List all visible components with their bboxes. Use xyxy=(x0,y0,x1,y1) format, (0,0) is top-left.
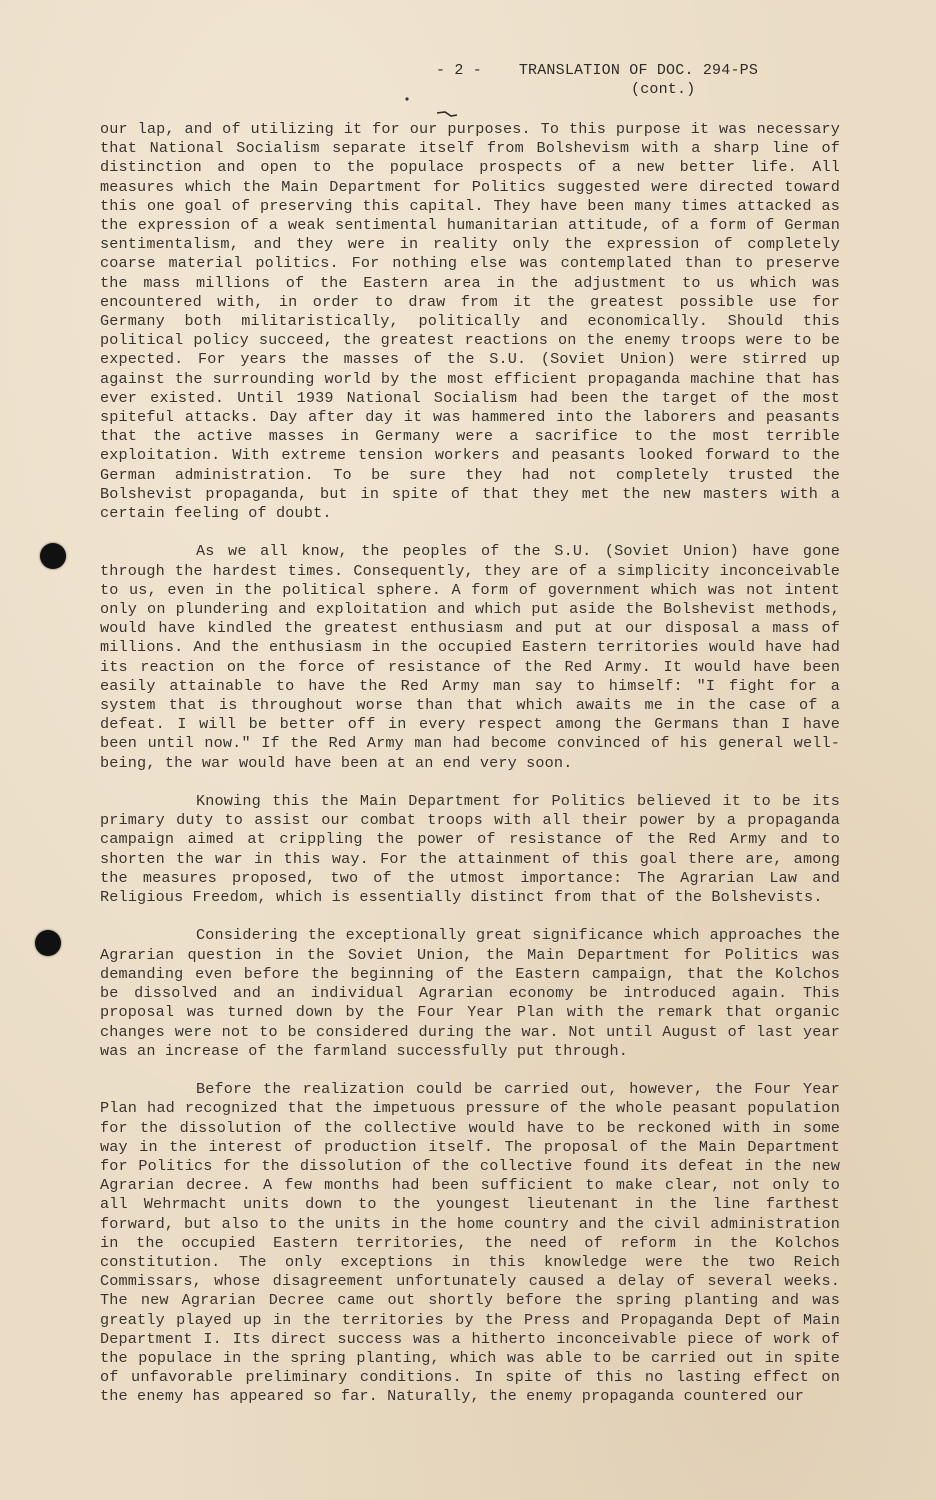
punch-hole-bottom xyxy=(35,930,61,956)
page-header xyxy=(436,62,758,98)
paragraph-3: Knowing this the Main Department for Politics believed it to be its primary duty to assist our combat troops with all their power by a propaganda campaign aimed at crippling the power of resistance of the Red Army and to shorten the war in this way. For the attainment of this goal there are, among the measures proposed, two of the utmost importance: The Agrarian Law and Religious Freedom, which is essentially distinct from that of the Bolshevists. xyxy=(100,792,840,907)
paragraph-4: Considering the exceptionally great significance which approaches the Agrarian question in the Soviet Union, the Main Department for Politics was demanding even before the beginning of the Eastern campaign, that the Kolchos be dissolved and an individual Agrarian economy be introduced again. This proposal was turned down by the Four Year Plan with the remark that organic changes were not to be considered during the war. Not until August of last year was an increase of the farmland successfully put through. xyxy=(100,926,840,1060)
document-body xyxy=(100,120,840,1407)
paragraph-1: our lap, and of utilizing it for our purposes. To this purpose it was necessary that National Socialism separate itself from Bolshevism with a sharp line of distinction and open to the populace prospects of a new better life. All measures which the Main Department for Politics suggested were directed toward this one goal of preserving this capital. They have been many times attacked as the expression of a weak sentimental humanitarian attitude, of a form of German sentimentalism, and they were in reality only the expression of completely coarse material politics. For nothing else was contemplated than to preserve the mass millions of the Eastern area in the adjustment to us which was encountered with, in order to draw from it the greatest possible use for Germany both militaristically, politically and economically. Should this political policy succeed, the greatest reactions on the enemy troops were to be expected. For years the masses of the S.U. (Soviet Union) were stirred up against the surrounding world by the most efficient propaganda machine that has ever existed. Until 1939 National Socialism had been the target of the most spiteful attacks. Day after day it was hammered into the laborers and peasants that the active masses in Germany were a sacrifice to the most terrible exploitation. With extreme tension workers and peasants looked forward to the German administration. To be sure they had not completely trusted the Bolshevist propaganda, but in spite of that they met the new masters with a certain feeling of doubt. xyxy=(100,120,840,523)
punch-hole-top xyxy=(40,543,66,569)
paragraph-5: Before the realization could be carried out, however, the Four Year Plan had recognized that the impetuous pressure of the whole peasant population for the dissolution of the collective would have to be reckoned with in some way in the interest of production itself. The proposal of the Main Department for Politics for the dissolution of the collective found its defeat in the new Agrarian decree. A few months had been sufficient to make clear, not only to all Wehrmacht units down to the youngest lieutenant in the line farthest forward, but also to the units in the home country and the civil administration in the occupied Eastern territories, the need of reform in the Kolchos constitution. The only exceptions in this knowledge were the two Reich Commissars, whose disagreement unfortunately caused a delay of several weeks. The new Agrarian Decree came out shortly before the spring planting and was greatly played up in the territories by the Press and Propaganda Dept of Main Department I. Its direct success was a hitherto inconceivable piece of work of the populace in the spring planting, which was able to be carried out in spite of unfavorable preliminary conditions. In spite of this no lasting effect on the enemy has appeared so far. Naturally, the enemy propaganda countered our xyxy=(100,1080,840,1406)
header-line xyxy=(436,62,758,79)
paragraph-2: As we all know, the peoples of the S.U. (Soviet Union) have gone through the hardest times. Consequently, they are of a simplicity inconceivable to us, even in the political sphere. A form of government which was not intent only on plundering and exploitation and which put aside the Bolshevist methods, would have kindled the greatest enthusiasm and put at our disposal a mass of millions. And the enthusiasm in the occupied Eastern territories would have had its reaction on the force of resistance of the Red Army. It would have been easily attainable to have the Red Army man say to himself: "I fight for a system that is throughout worse than that which awaits me in the case of a defeat. I will be better off in every respect among the Germans than I have been until now." If the Red Army man had become convinced of his general well-being, the war would have been at an end very soon. xyxy=(100,542,840,772)
header-cont: (cont.) xyxy=(631,81,696,98)
page-number: - 2 - xyxy=(436,62,483,79)
ink-speck xyxy=(404,96,410,102)
document-title: TRANSLATION OF DOC. 294-PS xyxy=(518,62,759,79)
